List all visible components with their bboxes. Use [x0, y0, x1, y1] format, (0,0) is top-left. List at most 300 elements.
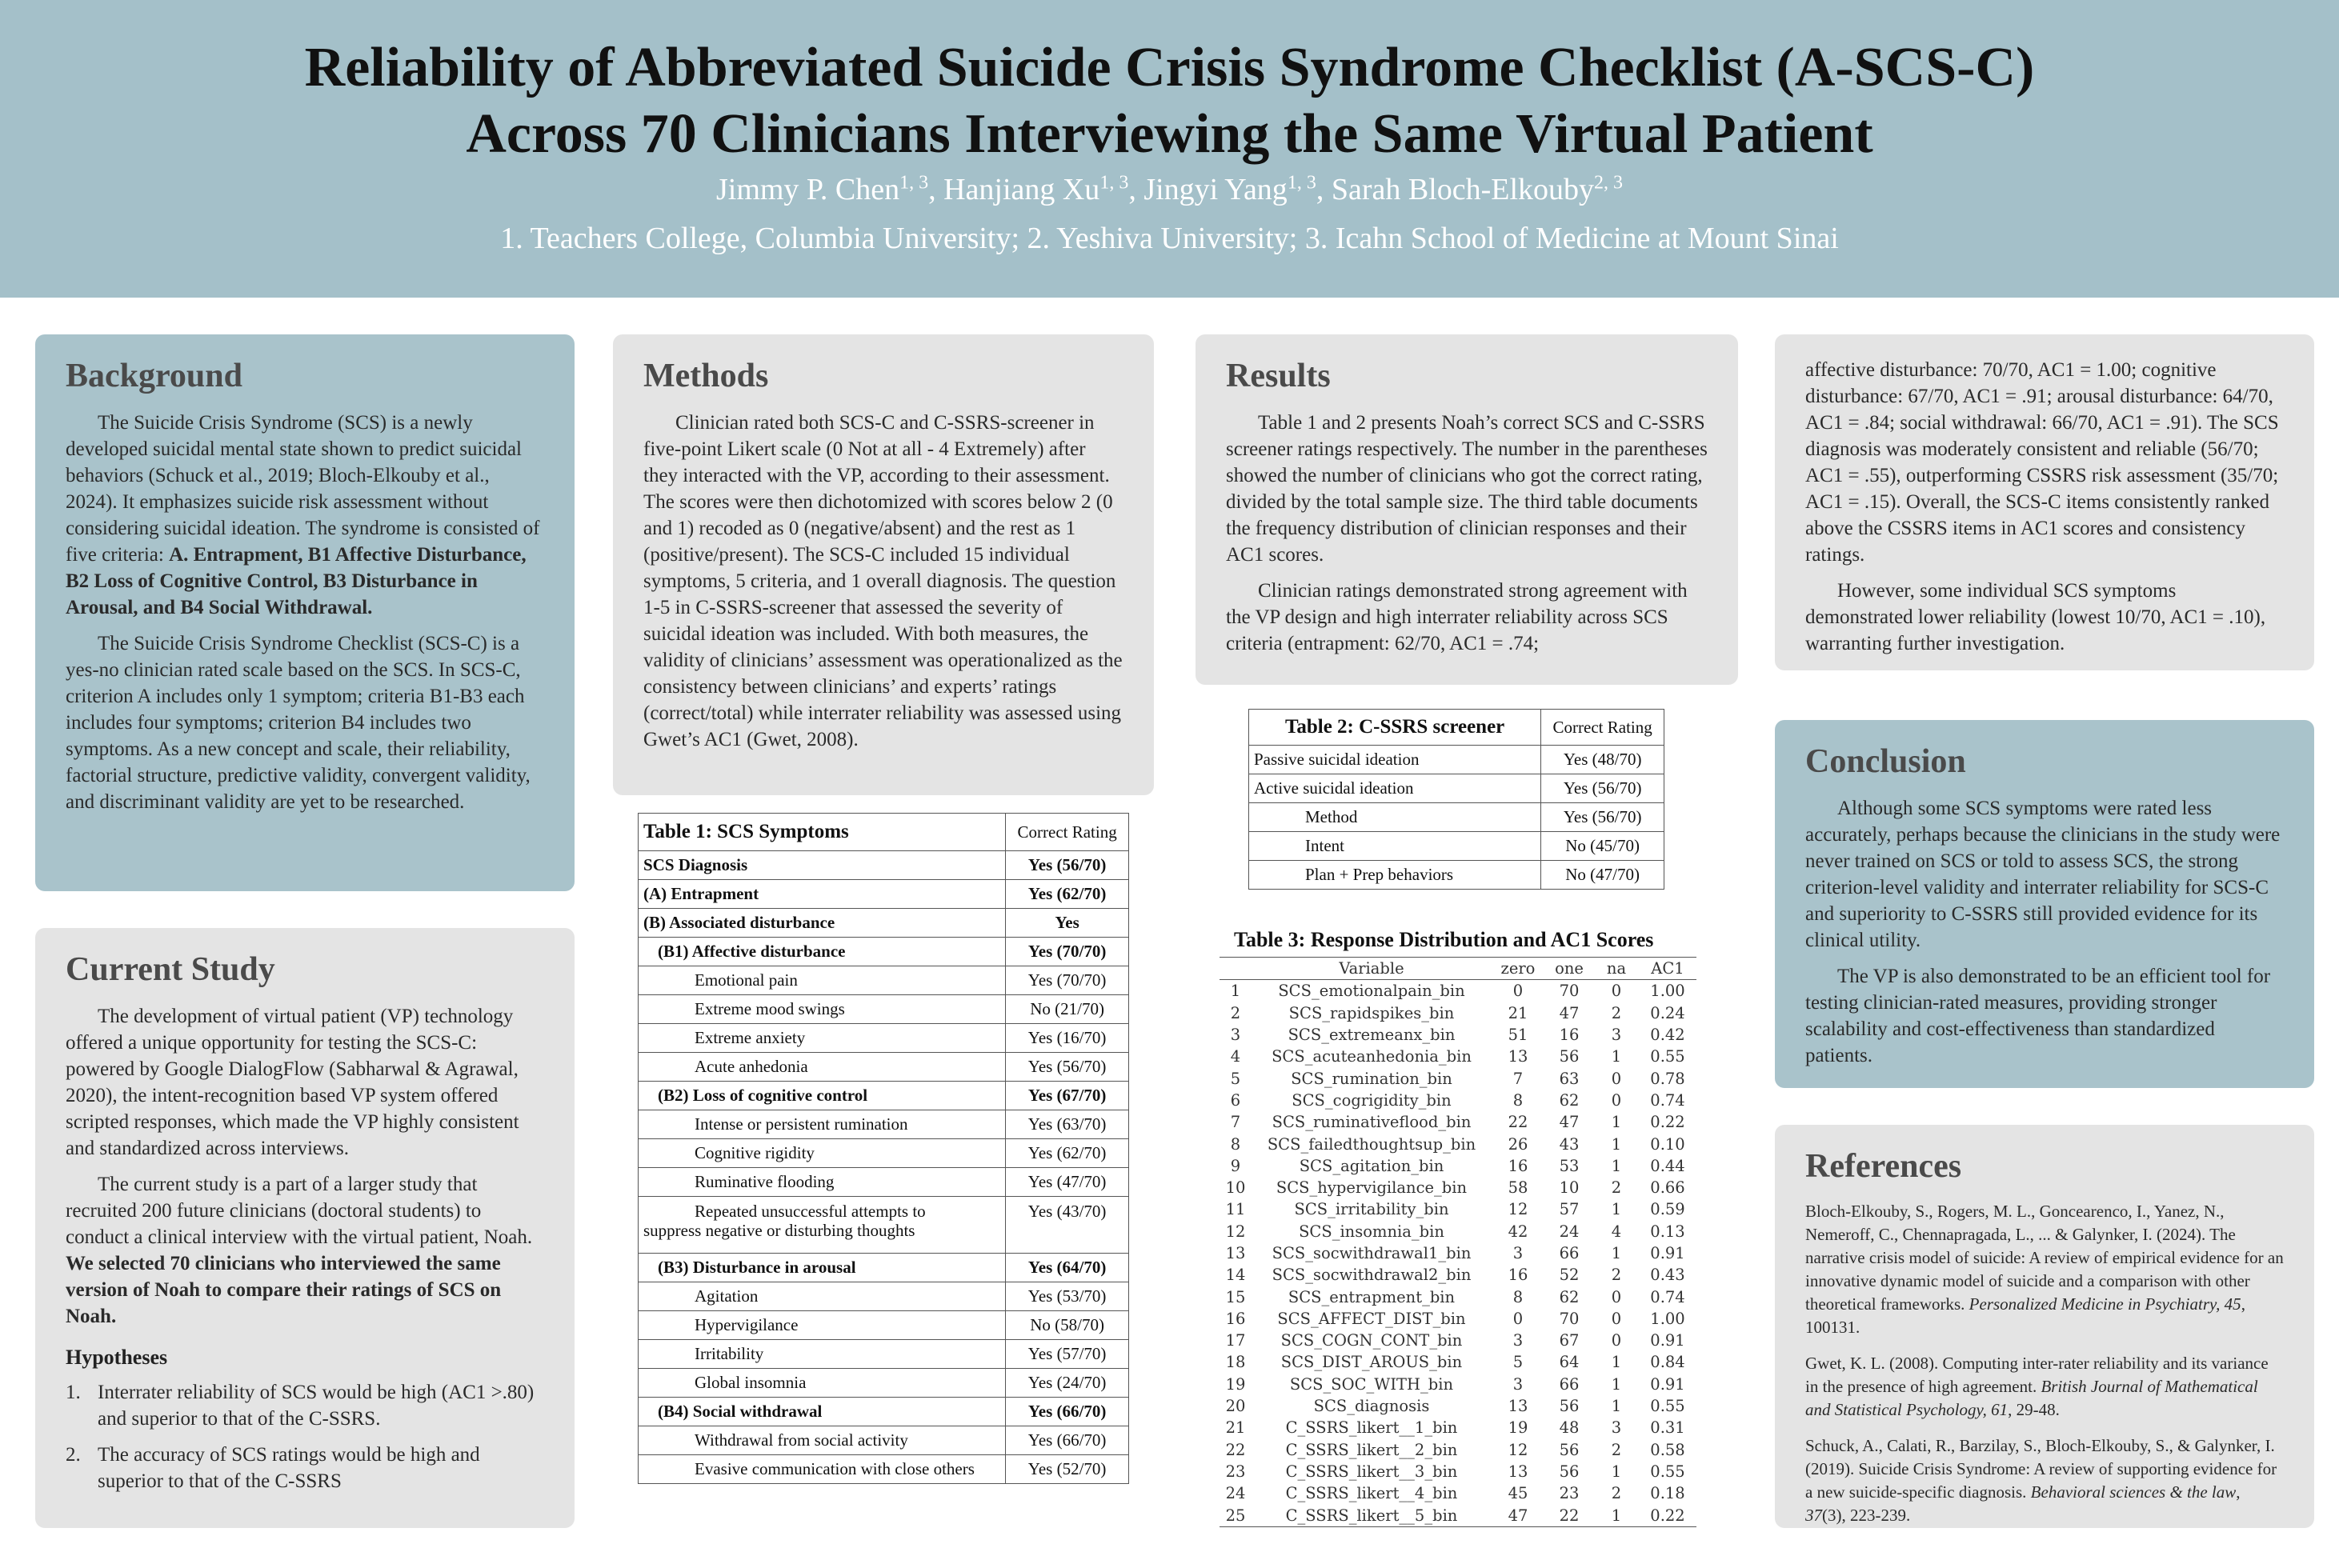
conclusion-panel	[1775, 720, 2314, 1088]
table-1-label: Ruminative flooding	[639, 1168, 1006, 1197]
table-3-zero: 22	[1508, 1113, 1528, 1132]
table-2-row	[1249, 832, 1664, 861]
table-3-na: 1	[1611, 1156, 1622, 1175]
table-2-col-header: Correct Rating	[1541, 710, 1664, 746]
author-3: Jingyi Yang$^{1, 3}$,	[1143, 172, 1332, 206]
table-3-row	[1220, 1090, 1696, 1111]
reference-item: Schuck, A., Calati, R., Barzilay, S., Bloch-Elkouby, S., & Galynker, I. (2019). Suicide Crisis Syndrome: A review of supporting evidence for a new suicide-specific diagnosis. Behavioral sciences & the law, 37(3), 223-239.	[1805, 1435, 2277, 1525]
table-3-na: 1	[1594, 1504, 1639, 1526]
methods-heading: Methods	[643, 358, 769, 394]
table-3-one: 47	[1559, 1113, 1580, 1132]
table-3-index: 5	[1230, 1069, 1241, 1088]
methods-paragraph: Clinician rated both SCS-C and C-SSRS-screener in five-point Likert scale (0 Not at all - 4 Extremely) after they interacted with the VP, according to their assessment. The scores were then dichotomized with scores below 2 (0 and 1) recoded as 0 (negative/absent) and the rest as 1 (positive/present). The SCS-C included 15 individual symptoms, 5 criteria, and 1 overall diagnosis. The question 1-5 in C-SSRS-screener that assessed the severity of suicidal ideation was included. With both measures, the validity of clinicians’ assessment was operationalized as the consistency between clinicians’ and experts’ ratings (correct/total) while interrater reliability was assessed using Gwet’s AC1 (Gwet, 2008).	[643, 412, 1123, 750]
table-3-na: 0	[1611, 1069, 1622, 1088]
table-1-label: (B1) Affective disturbance	[639, 938, 1006, 966]
table-3-row	[1220, 1417, 1696, 1438]
table-3-index: 12	[1225, 1222, 1246, 1241]
table-1-label: (B2) Loss of cognitive control	[639, 1082, 1006, 1110]
table-3-index: 15	[1225, 1287, 1246, 1306]
table-3-row	[1220, 1155, 1696, 1177]
table-2-rating: Yes (56/70)	[1541, 803, 1664, 832]
table-3-variable: SCS_acuteanhedonia_bin	[1272, 1047, 1472, 1066]
table-3-row	[1220, 1198, 1696, 1220]
table-1-col-header: Correct Rating	[1006, 814, 1129, 851]
table-3-zero: 47	[1492, 1504, 1544, 1526]
table-3-na: 1	[1611, 1134, 1622, 1154]
table-1-label: Evasive communication with close others	[639, 1455, 1006, 1484]
table-3-ac1: 0.10	[1650, 1134, 1685, 1154]
conclusion-paragraph-1: Although some SCS symptoms were rated less accurately, perhaps because the clinicians in the study were never trained on SCS or told to assess SCS, the strong criterion-level validity and interrater reliability for SCS-C and superiority to C-SSRS still provided evidence for its clinical utility.	[1805, 798, 2281, 951]
table-3-zero: 42	[1508, 1222, 1528, 1241]
table-1-row	[639, 880, 1129, 909]
table-3-row	[1220, 1461, 1696, 1482]
table-1-rating: No (58/70)	[1006, 1311, 1129, 1340]
table-3-na: 0	[1611, 1287, 1622, 1306]
table-3-zero: 13	[1508, 1397, 1528, 1416]
table-3-zero: 8	[1512, 1287, 1524, 1306]
table-3-variable: C_SSRS_likert__1_bin	[1285, 1418, 1458, 1438]
table-3-variable: C_SSRS_likert__3_bin	[1285, 1462, 1458, 1481]
table-3-variable: C_SSRS_likert__5_bin	[1252, 1504, 1492, 1526]
table-1-label: Repeated unsuccessful attempts to suppress negative or disturbing thoughts	[639, 1197, 1006, 1254]
background-panel	[35, 334, 575, 891]
references-heading: References	[1805, 1148, 1962, 1185]
table-3-row	[1220, 1264, 1696, 1286]
table-3-variable: C_SSRS_likert__4_bin	[1285, 1484, 1458, 1503]
table-3-na: 2	[1611, 1178, 1622, 1198]
table-3-ac1: 0.42	[1650, 1026, 1685, 1045]
table-1-rating: Yes (43/70)	[1006, 1197, 1129, 1254]
table-3-na: 2	[1611, 1266, 1622, 1285]
table-2-row	[1249, 746, 1664, 774]
table-3-na: 0	[1611, 982, 1622, 1001]
table-1-label: (A) Entrapment	[639, 880, 1006, 909]
conclusion-paragraph-2: The VP is also demonstrated to be an efficient tool for testing clinician-rated measures, providing stronger scalability and cost-effectiveness than standardized patients.	[1805, 966, 2271, 1066]
table-2-header	[1249, 710, 1664, 746]
table-3-index: 13	[1225, 1244, 1246, 1262]
table-1-label: Extreme anxiety	[639, 1024, 1006, 1053]
table-1-title: Table 1: SCS Symptoms	[639, 814, 1006, 851]
table-2-cssrs-screener	[1248, 709, 1664, 890]
table-3-ac1: 0.44	[1650, 1156, 1685, 1175]
table-2-title: Table 2: C-SSRS screener	[1249, 710, 1541, 746]
references-panel	[1775, 1125, 2314, 1528]
table-1-label: (B3) Disturbance in arousal	[639, 1254, 1006, 1282]
table-3-index: 4	[1230, 1047, 1241, 1066]
table-1-row	[639, 966, 1129, 995]
table-3-index: 21	[1225, 1418, 1246, 1438]
table-1-label: Irritability	[639, 1340, 1006, 1369]
current-study-panel	[35, 928, 575, 1528]
table-1-rating: Yes (16/70)	[1006, 1024, 1129, 1053]
table-3-row	[1220, 1286, 1696, 1307]
table-3-index: 19	[1225, 1374, 1246, 1394]
table-3-one: 56	[1559, 1440, 1580, 1459]
table-2-label: Active suicidal ideation	[1249, 774, 1541, 803]
hypotheses-heading: Hypotheses	[66, 1346, 168, 1369]
table-3-na: 1	[1611, 1397, 1622, 1416]
table-3-one: 16	[1559, 1026, 1580, 1045]
table-3-col-ac1: AC1	[1639, 958, 1696, 980]
table-3-one: 64	[1559, 1353, 1580, 1372]
table-1-rating: Yes (62/70)	[1006, 1139, 1129, 1168]
table-3-row	[1220, 1002, 1696, 1024]
table-3-zero: 0	[1512, 982, 1524, 1001]
table-3-one: 24	[1559, 1222, 1580, 1241]
table-3-row	[1220, 1242, 1696, 1264]
table-1-row	[639, 1282, 1129, 1311]
table-3-ac1: 0.74	[1650, 1287, 1685, 1306]
table-2-rating: No (45/70)	[1541, 832, 1664, 861]
table-1-row	[639, 995, 1129, 1024]
table-1-rating: Yes (52/70)	[1006, 1455, 1129, 1484]
table-3-index: 3	[1230, 1026, 1241, 1045]
table-3-col-index	[1220, 958, 1252, 980]
table-3-row	[1220, 1504, 1696, 1526]
table-1-rating: Yes (62/70)	[1006, 880, 1129, 909]
table-1-rating: Yes (66/70)	[1006, 1426, 1129, 1455]
table-1-rating: Yes (67/70)	[1006, 1082, 1129, 1110]
table-3-variable: SCS_COGN_CONT_bin	[1280, 1331, 1463, 1350]
table-1-scs-symptoms	[638, 813, 1129, 1484]
results-heading: Results	[1226, 358, 1331, 394]
table-3-na: 1	[1611, 1462, 1622, 1481]
table-3-one: 56	[1559, 1462, 1580, 1481]
table-3-index: 8	[1230, 1134, 1241, 1154]
table-3-variable: SCS_DIST_AROUS_bin	[1280, 1353, 1463, 1372]
table-3-col-zero: zero	[1492, 958, 1544, 980]
table-3-na: 2	[1611, 1440, 1622, 1459]
results-paragraph-2: Clinician ratings demonstrated strong agreement with the VP design and high interrater reliability across SCS criteria (entrapment: 62/70, AC1 = .74;	[1226, 580, 1688, 654]
table-1-label: Extreme mood swings	[639, 995, 1006, 1024]
table-3-ac1: 1.00	[1650, 982, 1685, 1001]
table-3-row	[1220, 980, 1696, 1002]
table-3-row	[1220, 1395, 1696, 1417]
table-2-label: Intent	[1249, 832, 1541, 861]
table-3-one: 70	[1559, 982, 1580, 1001]
table-3-na: 1	[1611, 1200, 1622, 1219]
table-3-index: 2	[1230, 1003, 1241, 1022]
background-paragraph-1: The Suicide Crisis Syndrome (SCS) is a newly developed suicidal mental state shown to predict suicidal behaviors (Schuck et al., 2019; Bloch-Elkouby et al., 2024). It emphasizes suicide risk assessment without considering suicidal ideation. The syndrome is consisted of five criteria: A. Entrapment, B1 Affective Disturbance, B2 Loss of Cognitive Control, B3 Disturbance in Arousal, and B4 Social Withdrawal.	[66, 412, 540, 618]
table-3-variable: SCS_socwithdrawal2_bin	[1272, 1266, 1472, 1285]
table-3-index: 6	[1230, 1090, 1241, 1110]
table-3-zero: 8	[1512, 1090, 1524, 1110]
table-3-variable: SCS_agitation_bin	[1299, 1156, 1444, 1175]
table-3-ac1: 1.00	[1650, 1309, 1685, 1328]
table-3-one: 10	[1559, 1178, 1580, 1198]
table-1-rating: Yes	[1006, 909, 1129, 938]
table-3-na: 3	[1611, 1418, 1622, 1438]
table-1-row	[639, 909, 1129, 938]
table-3-index: 20	[1225, 1397, 1246, 1416]
table-3-na: 1	[1611, 1353, 1622, 1372]
table-1-rating: No (21/70)	[1006, 995, 1129, 1024]
table-3-row	[1220, 1439, 1696, 1461]
table-1-rating: Yes (66/70)	[1006, 1398, 1129, 1426]
table-3-row	[1220, 1221, 1696, 1242]
table-3-ac1: 0.58	[1650, 1440, 1685, 1459]
results-continued-panel	[1775, 334, 2314, 670]
table-3-variable: SCS_insomnia_bin	[1299, 1222, 1444, 1241]
table-3-ac1: 0.91	[1650, 1331, 1685, 1350]
table-2-row	[1249, 861, 1664, 890]
table-3-ac1: 0.55	[1650, 1397, 1685, 1416]
table-3-row	[1220, 1351, 1696, 1373]
table-3-one: 70	[1559, 1309, 1580, 1328]
table-3-na: 1	[1611, 1047, 1622, 1066]
table-3-one: 66	[1559, 1374, 1580, 1394]
table-3-index: 18	[1225, 1353, 1246, 1372]
table-3-zero: 3	[1512, 1374, 1524, 1394]
current-study-heading: Current Study	[66, 951, 275, 988]
table-1-row	[639, 1254, 1129, 1282]
table-3-variable: SCS_AFFECT_DIST_bin	[1277, 1309, 1466, 1328]
author-2: Hanjiang Xu$^{1, 3}$,	[943, 172, 1144, 206]
table-1-label: (B4) Social withdrawal	[639, 1398, 1006, 1426]
table-3-one: 53	[1559, 1156, 1580, 1175]
table-3-ac1: 0.55	[1650, 1047, 1685, 1066]
table-3-one: 23	[1559, 1484, 1580, 1503]
table-3-na: 3	[1611, 1026, 1622, 1045]
table-3-ac1: 0.74	[1650, 1090, 1685, 1110]
table-3-zero: 16	[1508, 1266, 1528, 1285]
table-3-ac1: 0.84	[1650, 1353, 1685, 1372]
table-3-na: 1	[1611, 1374, 1622, 1394]
results-continued-paragraph-2: However, some individual SCS symptoms demonstrated lower reliability (lowest 10/70, AC1 = .10), warranting further investigation.	[1805, 580, 2266, 654]
table-3-ac1: 0.91	[1650, 1244, 1685, 1262]
affiliations: 1. Teachers College, Columbia University; 2. Yeshiva University; 3. Icahn School of Medicine at Mount Sinai	[500, 222, 1839, 256]
table-3-ac1: 0.13	[1650, 1222, 1685, 1241]
table-2-label: Method	[1249, 803, 1541, 832]
table-3-index: 23	[1225, 1462, 1246, 1481]
current-study-paragraph-1: The development of virtual patient (VP) technology offered a unique opportunity for testing the SCS-C: powered by Google DialogFlow (Sabharwal & Agrawal, 2020), the intent-recognition based VP system offered scripted responses, which made the VP highly consistent and standardized across interviews.	[66, 1006, 519, 1159]
background-heading: Background	[66, 358, 242, 394]
table-3-row	[1220, 1111, 1696, 1133]
table-3-col-variable: Variable	[1252, 958, 1492, 980]
table-3-variable: SCS_hypervigilance_bin	[1276, 1178, 1468, 1198]
table-3-index: 9	[1230, 1156, 1241, 1175]
table-3-zero: 0	[1512, 1309, 1524, 1328]
table-3-ac1: 0.55	[1650, 1462, 1685, 1481]
table-3-one: 63	[1559, 1069, 1580, 1088]
table-2-row	[1249, 803, 1664, 832]
table-1-row	[639, 1398, 1129, 1426]
table-3-zero: 21	[1508, 1003, 1528, 1022]
table-3-variable: SCS_socwithdrawal1_bin	[1272, 1244, 1472, 1262]
table-3-zero: 3	[1512, 1244, 1524, 1262]
table-1-rating: Yes (64/70)	[1006, 1254, 1129, 1282]
table-1-rating: Yes (63/70)	[1006, 1110, 1129, 1139]
table-3-variable: SCS_cogrigidity_bin	[1292, 1090, 1452, 1110]
table-3-ac1: 0.91	[1650, 1374, 1685, 1394]
table-3-na: 1	[1611, 1113, 1622, 1132]
table-3-one: 47	[1559, 1003, 1580, 1022]
author-list	[0, 170, 2339, 209]
table-3-index: 11	[1225, 1200, 1246, 1219]
table-3-row	[1220, 1374, 1696, 1395]
table-3-one: 62	[1559, 1287, 1580, 1306]
table-1-label: SCS Diagnosis	[639, 851, 1006, 880]
table-3-row	[1220, 1133, 1696, 1154]
results-panel	[1196, 334, 1738, 685]
poster-title	[0, 0, 2339, 167]
table-3-one: 22	[1544, 1504, 1594, 1526]
table-3-row	[1220, 1482, 1696, 1504]
table-3-one: 56	[1559, 1047, 1580, 1066]
table-1-row	[639, 1053, 1129, 1082]
table-3-row	[1220, 1330, 1696, 1351]
table-1-label: Emotional pain	[639, 966, 1006, 995]
table-3-one: 43	[1559, 1134, 1580, 1154]
table-3-variable: SCS_diagnosis	[1313, 1397, 1430, 1416]
table-3-title: Table 3: Response Distribution and AC1 Scores	[1234, 928, 1654, 951]
table-3-zero: 13	[1508, 1462, 1528, 1481]
table-1-row	[639, 1426, 1129, 1455]
table-3-na: 4	[1611, 1222, 1622, 1241]
table-3-variable: SCS_ruminativeflood_bin	[1272, 1113, 1472, 1132]
table-2-label: Plan + Prep behaviors	[1249, 861, 1541, 890]
table-3-one: 48	[1559, 1418, 1580, 1438]
table-1-row	[639, 1455, 1129, 1484]
table-3-zero: 45	[1508, 1484, 1528, 1503]
table-3-variable: SCS_rapidspikes_bin	[1288, 1003, 1455, 1022]
table-3-zero: 19	[1508, 1418, 1528, 1438]
table-3-col-na: na	[1594, 958, 1639, 980]
table-1-row	[639, 1168, 1129, 1197]
conclusion-heading: Conclusion	[1805, 743, 1966, 780]
table-3-zero: 26	[1508, 1134, 1528, 1154]
table-3-zero: 5	[1512, 1353, 1524, 1372]
table-1-row	[639, 1082, 1129, 1110]
table-1-rating: Yes (57/70)	[1006, 1340, 1129, 1369]
table-3-one: 66	[1559, 1244, 1580, 1262]
table-3-row	[1220, 1067, 1696, 1089]
table-3-one: 57	[1559, 1200, 1580, 1219]
author-1: Jimmy P. Chen$^{1, 3}$,	[715, 172, 944, 206]
table-3-row	[1220, 1024, 1696, 1046]
table-3-ac1: 0.66	[1650, 1178, 1685, 1198]
table-3-index: 1	[1230, 982, 1241, 1001]
table-3-ac1: 0.78	[1650, 1069, 1685, 1088]
table-3-variable: SCS_failedthoughtsup_bin	[1267, 1134, 1476, 1154]
table-3-index: 24	[1225, 1484, 1246, 1503]
table-1-label: Cognitive rigidity	[639, 1139, 1006, 1168]
table-3-zero: 13	[1508, 1047, 1528, 1066]
table-2-rating: No (47/70)	[1541, 861, 1664, 890]
table-3-index: 16	[1225, 1309, 1246, 1328]
title-line-1: Reliability of Abbreviated Suicide Crisis Syndrome Checklist (A-SCS-C)	[304, 37, 2035, 98]
table-3-ac1: 0.22	[1650, 1113, 1685, 1132]
table-3-variable: SCS_extremeanx_bin	[1288, 1026, 1456, 1045]
table-3-header	[1220, 958, 1696, 980]
table-3-variable: C_SSRS_likert__2_bin	[1285, 1440, 1458, 1459]
table-1-rating: Yes (70/70)	[1006, 966, 1129, 995]
background-paragraph-2: The Suicide Crisis Syndrome Checklist (SCS-C) is a yes-no clinician rated scale based on the SCS. In SCS-C, criterion A includes only 1 symptom; criteria B1-B3 each includes four symptoms; criterion B4 includes two symptoms. As a new concept and scale, their reliability, factorial structure, predictive validity, convergent validity, and discriminant validity are yet to be researched.	[66, 633, 531, 813]
current-study-paragraph-2: The current study is a part of a larger study that recruited 200 future clinicians (doctoral students) to conduct a clinical interview with the virtual patient, Noah. We selected 70 clinicians who interviewed the same version of Noah to compare their ratings of SCS on Noah.	[66, 1174, 533, 1327]
results-paragraph-1: Table 1 and 2 presents Noah’s correct SCS and C-SSRS screener ratings respectively. The number in the parentheses showed the number of clinicians who got the correct rating, divided by the total sample size. The third table documents the frequency distribution of clinician responses and their AC1 scores.	[1226, 412, 1708, 566]
table-3-variable: SCS_irritability_bin	[1294, 1200, 1449, 1219]
table-3-index: 10	[1225, 1178, 1246, 1198]
table-2-row	[1249, 774, 1664, 803]
table-1-label: (B) Associated disturbance	[639, 909, 1006, 938]
table-3-ac1: 0.59	[1650, 1200, 1685, 1219]
author-4: Sarah Bloch-Elkouby$^{2, 3}$	[1331, 172, 1624, 206]
table-3-one: 62	[1559, 1090, 1580, 1110]
table-1-row	[639, 1139, 1129, 1168]
table-3-variable: SCS_rumination_bin	[1291, 1069, 1452, 1088]
table-3-row	[1220, 1177, 1696, 1198]
table-2-rating: Yes (48/70)	[1541, 746, 1664, 774]
table-3-ac1: 0.18	[1650, 1484, 1685, 1503]
table-3-ac1: 0.31	[1650, 1418, 1685, 1438]
table-3-col-one: one	[1544, 958, 1594, 980]
table-3-ac1: 0.24	[1650, 1003, 1685, 1022]
table-3-index: 17	[1225, 1331, 1246, 1350]
table-3-one: 67	[1559, 1331, 1580, 1350]
table-3-row	[1220, 1046, 1696, 1067]
table-1-row	[639, 1369, 1129, 1398]
table-1-row	[639, 1110, 1129, 1139]
table-3-na: 0	[1611, 1331, 1622, 1350]
table-3-index: 7	[1230, 1113, 1241, 1132]
table-1-label: Withdrawal from social activity	[639, 1426, 1006, 1455]
table-3-index: 14	[1225, 1266, 1246, 1285]
table-1-rating: Yes (47/70)	[1006, 1168, 1129, 1197]
table-1-rating: Yes (56/70)	[1006, 851, 1129, 880]
table-1-label: Acute anhedonia	[639, 1053, 1006, 1082]
table-3-index: 22	[1225, 1440, 1246, 1459]
table-3-variable: SCS_SOC_WITH_bin	[1289, 1374, 1454, 1394]
table-3-ac1: 0.43	[1650, 1266, 1685, 1285]
table-1-label: Global insomnia	[639, 1369, 1006, 1398]
table-3-zero: 12	[1508, 1200, 1528, 1219]
table-3-zero: 7	[1512, 1069, 1524, 1088]
table-3-one: 52	[1559, 1266, 1580, 1285]
table-1-label: Agitation	[639, 1282, 1006, 1311]
table-3-response-distribution	[1220, 957, 1696, 1527]
table-1-rating: Yes (56/70)	[1006, 1053, 1129, 1082]
table-1-rating: Yes (53/70)	[1006, 1282, 1129, 1311]
reference-item: Gwet, K. L. (2008). Computing inter-rater reliability and its variance in the presence of high agreement. British Journal of Mathematical and Statistical Psychology, 61, 29-48.	[1805, 1353, 2269, 1419]
table-3-index: 25	[1220, 1504, 1252, 1526]
table-3-zero: 58	[1508, 1178, 1528, 1198]
table-1-row	[639, 1340, 1129, 1369]
table-3-zero: 16	[1508, 1156, 1528, 1175]
table-1-rating: Yes (70/70)	[1006, 938, 1129, 966]
table-3-ac1: 0.22	[1639, 1504, 1696, 1526]
table-3-zero: 3	[1512, 1331, 1524, 1350]
table-3-na: 2	[1611, 1003, 1622, 1022]
poster-header	[0, 0, 2339, 298]
table-3-na: 1	[1611, 1244, 1622, 1262]
table-3-variable: SCS_emotionalpain_bin	[1278, 982, 1465, 1001]
table-2-label: Passive suicidal ideation	[1249, 746, 1541, 774]
methods-panel	[613, 334, 1154, 795]
table-3-zero: 12	[1508, 1440, 1528, 1459]
table-3-na: 0	[1611, 1309, 1622, 1328]
table-2-rating: Yes (56/70)	[1541, 774, 1664, 803]
table-1-row	[639, 1197, 1129, 1254]
table-1-row	[639, 938, 1129, 966]
table-3-na: 0	[1611, 1090, 1622, 1110]
reference-item: Bloch-Elkouby, S., Rogers, M. L., Goncearenco, I., Yanez, N., Nemeroff, C., Chennapragada, L., ... & Galynker, I. (2024). The narrative crisis model of suicide: A review of empirical evidence for an innovative dynamic model of suicide and a comparison with other theoretical frameworks. Personalized Medicine in Psychiatry, 45, 100131.	[1805, 1202, 2284, 1337]
results-continued-paragraph-1: affective disturbance: 70/70, AC1 = 1.00; cognitive disturbance: 67/70, AC1 = .91; arousal disturbance: 64/70, AC1 = .84; social withdrawal: 66/70, AC1 = .91). The SCS diagnosis was moderately consistent and reliable (56/70; AC1 = .55), outperforming CSSRS risk assessment (35/70; AC1 = .15). Overall, the SCS-C items consistently ranked above the CSSRS items in AC1 scores and consistency ratings.	[1805, 359, 2279, 566]
table-1-rating: Yes (24/70)	[1006, 1369, 1129, 1398]
table-1-row	[639, 851, 1129, 880]
table-3-one: 56	[1559, 1397, 1580, 1416]
hypothesis-item: 1. Interrater reliability of SCS would be high (AC1 >.80) and superior to that of the C-SSRS.	[66, 1382, 535, 1430]
title-line-2: Across 70 Clinicians Interviewing the Same Virtual Patient	[466, 102, 1873, 165]
